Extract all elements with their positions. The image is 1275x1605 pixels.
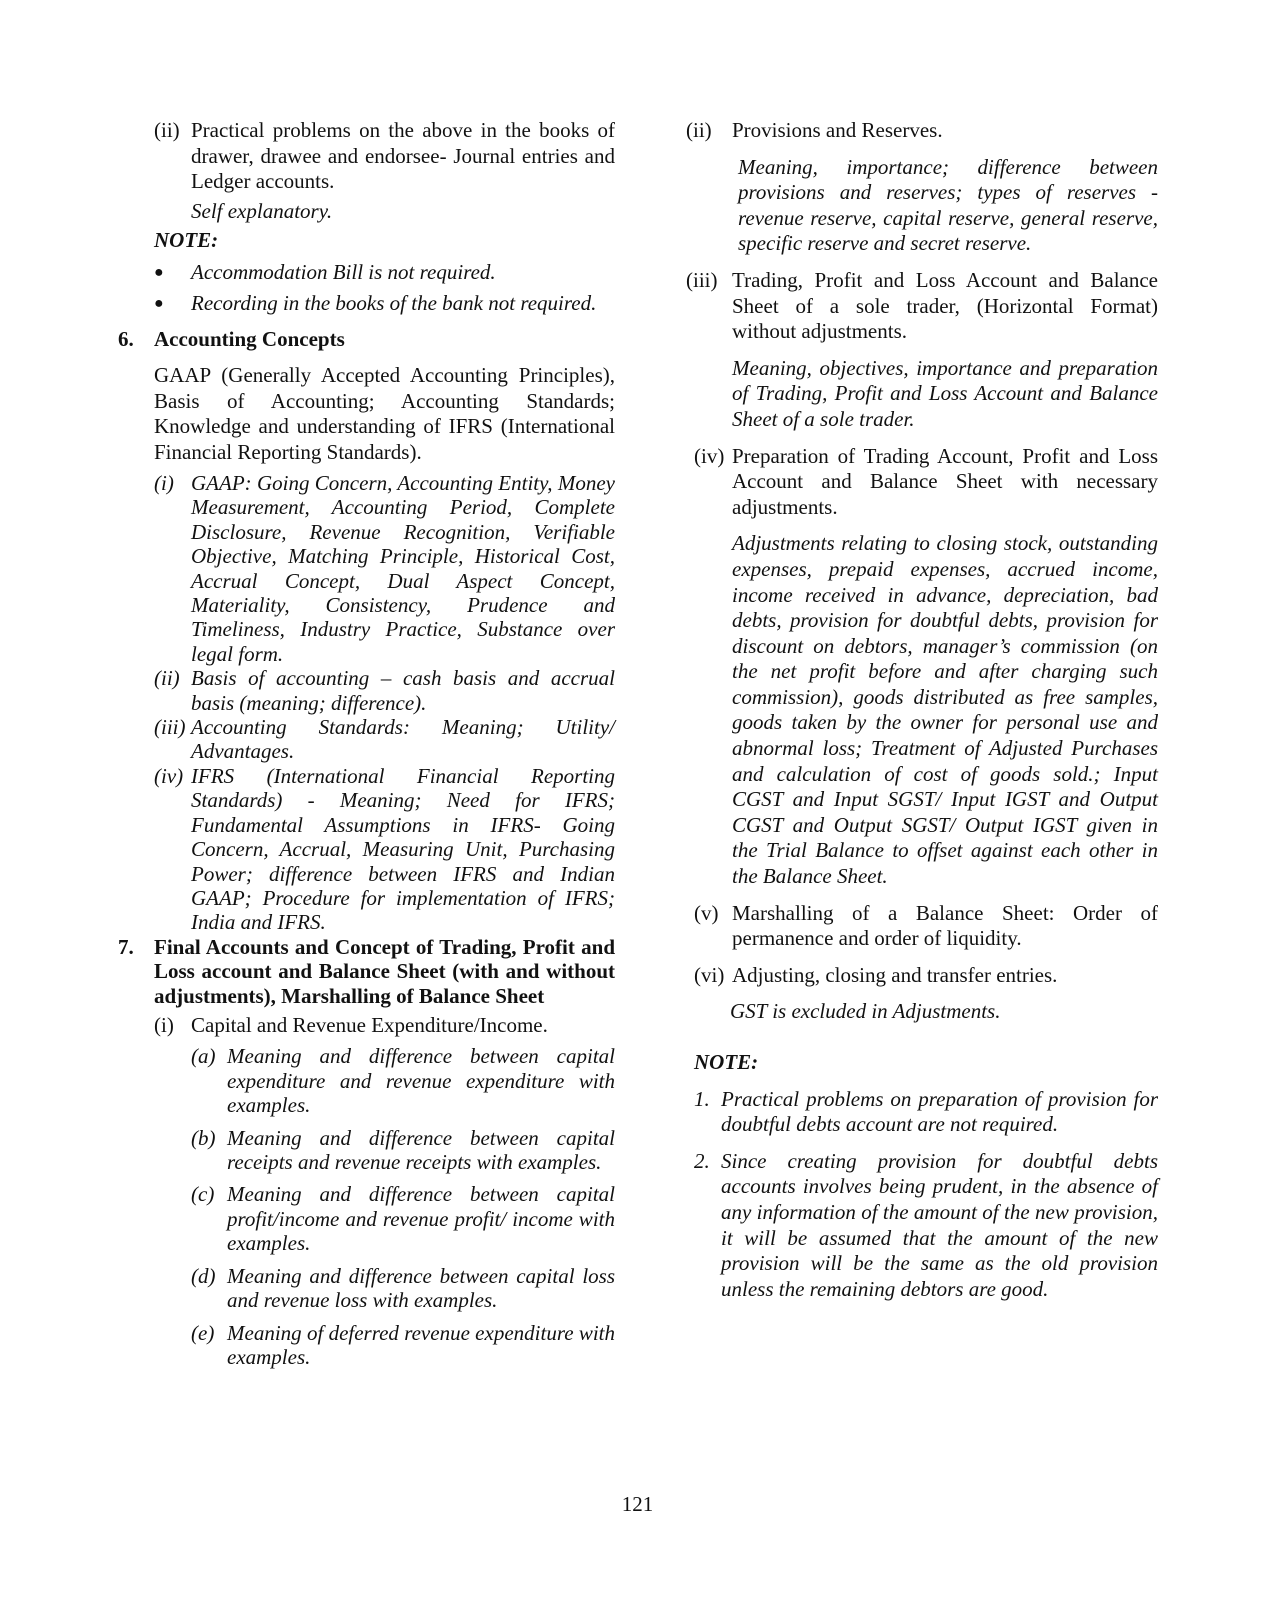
list-item bbox=[191, 1321, 615, 1370]
item-text: Capital and Revenue Expenditure/Income. bbox=[191, 1012, 548, 1037]
item-text: Marshalling of a Balance Sheet: Order of permanence and order of liquidity. bbox=[732, 900, 1158, 951]
item-label: (ii) bbox=[154, 666, 180, 691]
list-item bbox=[191, 1264, 615, 1313]
section-7-item-i bbox=[154, 1013, 615, 1039]
right-item-ii bbox=[686, 118, 1158, 144]
provisions-description: Meaning, importance; difference between provisions and reserves; types of reserves - revenue reserve, capital reserve, general reserve, specific reserve and secret reserve. bbox=[738, 154, 1158, 256]
section-6-intro: GAAP (Generally Accepted Accounting Principles), Basis of Accounting; Accounting Standards; Knowledge and understanding of IFRS (International Financial Reporting Standards). bbox=[154, 363, 615, 464]
item-text: Practical problems on preparation of provision for doubtful debts account are not required. bbox=[721, 1086, 1158, 1137]
bullet-icon: ● bbox=[154, 263, 164, 281]
right-item-iv bbox=[694, 444, 1158, 521]
item-label: (i) bbox=[154, 471, 174, 495]
item-label: (d) bbox=[191, 1263, 216, 1288]
section-6-heading bbox=[118, 327, 615, 353]
bullet-text: Recording in the books of the bank not required. bbox=[191, 291, 597, 315]
self-explanatory: Self explanatory. bbox=[191, 198, 333, 223]
page-number: 121 bbox=[621, 1492, 654, 1516]
note-heading: NOTE: bbox=[694, 1050, 759, 1074]
item-text: Since creating provision for doubtful debts accounts involves being prudent, in the absence of any information of the amount of the new provision, it will be assumed that the amount of the new provision will be the same as the old provision unless the remaining debtors are good. bbox=[721, 1148, 1158, 1301]
section-title: Accounting Concepts bbox=[154, 326, 345, 351]
item-text: Practical problems on the above in the books of drawer, drawee and endorsee- Journal entries and Ledger accounts. bbox=[191, 118, 615, 193]
item-label: (ii) bbox=[686, 118, 712, 142]
section-number: 7. bbox=[118, 934, 134, 959]
item-text: Trading, Profit and Loss Account and Balance Sheet of a sole trader, (Horizontal Format) without adjustments. bbox=[732, 267, 1158, 344]
trading-description: Meaning, objectives, importance and preparation of Trading, Profit and Loss Account and Balance Sheet of a sole trader. bbox=[732, 355, 1158, 431]
bullet-item bbox=[154, 291, 615, 317]
item-text: IFRS (International Financial Reporting Standards) - Meaning; Need for IFRS; Fundamental Assumptions in IFRS- Going Concern, Accrual, Measuring Unit, Purchasing Power; difference between IFRS and Indian GAAP; Procedure for implementation of IFRS; India and IFRS. bbox=[191, 763, 615, 935]
item-label: (iii) bbox=[154, 715, 186, 740]
section-6-list bbox=[154, 471, 615, 935]
item-label: (iii) bbox=[686, 267, 718, 292]
right-item-vi bbox=[694, 963, 1158, 989]
item-label: 2. bbox=[694, 1148, 710, 1173]
list-item bbox=[154, 764, 615, 935]
item-text: Meaning and difference between capital profit/income and revenue profit/ income with examples. bbox=[227, 1182, 615, 1256]
note-item bbox=[694, 1149, 1158, 1303]
adjustments-description: Adjustments relating to closing stock, outstanding expenses, prepaid expenses, accrued income, income received in advance, depreciation, bad debts, provision for doubtful debts, provision for discount on debtors, manager’s commission (on the net profit before and after charging such commission), goods distributed as free samples, goods taken by the owner for personal use and abnormal loss; Treatment of Adjusted Purchases and calculation of cost of goods sold.; Input CGST and Input SGST/ Input IGST and Output CGST and Output SGST/ Output IGST given in the Trial Balance to offset against each other in the Balance Sheet. bbox=[732, 531, 1158, 889]
item-text: Provisions and Reserves. bbox=[732, 118, 943, 142]
section-number: 6. bbox=[118, 326, 134, 351]
item-text: Basis of accounting – cash basis and accrual basis (meaning; difference). bbox=[191, 666, 615, 715]
left-item-ii bbox=[154, 118, 615, 195]
right-column bbox=[686, 118, 1158, 1302]
item-text: Meaning and difference between capital expenditure and revenue expenditure with examples. bbox=[227, 1044, 615, 1118]
note-item bbox=[694, 1087, 1158, 1138]
item-text: Meaning and difference between capital receipts and revenue receipts with examples. bbox=[227, 1125, 615, 1175]
item-label: (e) bbox=[191, 1320, 215, 1345]
item-label: (c) bbox=[191, 1182, 215, 1207]
right-item-iii bbox=[686, 268, 1158, 345]
item-label: (ii) bbox=[154, 118, 180, 142]
item-label: (b) bbox=[191, 1125, 216, 1150]
item-text: Meaning of deferred revenue expenditure with examples. bbox=[227, 1320, 615, 1369]
section-title: Final Accounts and Concept of Trading, Profit and Loss account and Balance Sheet (with and without adjustments), Marshalling of Balance Sheet bbox=[154, 934, 615, 1008]
left-column bbox=[118, 118, 615, 1369]
item-text: Adjusting, closing and transfer entries. bbox=[732, 962, 1058, 987]
item-label: (iv) bbox=[694, 443, 725, 468]
item-text: Accounting Standards: Meaning; Utility/ Advantages. bbox=[191, 715, 615, 764]
list-item bbox=[191, 1126, 615, 1175]
list-item bbox=[191, 1182, 615, 1255]
list-item bbox=[154, 471, 615, 666]
item-text: Preparation of Trading Account, Profit and Loss Account and Balance Sheet with necessary adjustments. bbox=[732, 443, 1158, 519]
bullet-icon: ● bbox=[154, 295, 164, 312]
bullet-item bbox=[154, 260, 615, 286]
note-heading: NOTE: bbox=[154, 228, 219, 252]
list-item bbox=[154, 666, 615, 715]
item-label: (iv) bbox=[154, 763, 184, 788]
item-text: GAAP: Going Concern, Accounting Entity, Money Measurement, Accounting Period, Complete Disclosure, Revenue Recognition, Verifiable Objective, Matching Principle, Historical Cost, Accrual Concept, Dual Aspect Concept, Materiality, Consistency, Prudence and Timeliness, Industry Practice, Substance over legal form. bbox=[191, 471, 615, 666]
item-label: (v) bbox=[694, 900, 719, 925]
list-item bbox=[191, 1044, 615, 1117]
bullet-text: Accommodation Bill is not required. bbox=[191, 259, 496, 284]
item-label: (i) bbox=[154, 1012, 174, 1037]
gst-note: GST is excluded in Adjustments. bbox=[730, 999, 1001, 1024]
list-item bbox=[154, 715, 615, 764]
item-label: (vi) bbox=[694, 962, 725, 987]
item-label: (a) bbox=[191, 1044, 216, 1069]
section-7-sublist bbox=[191, 1044, 615, 1369]
right-item-v bbox=[694, 901, 1158, 952]
item-label: 1. bbox=[694, 1086, 710, 1111]
item-text: Meaning and difference between capital loss and revenue loss with examples. bbox=[227, 1263, 615, 1313]
section-7-heading bbox=[118, 935, 615, 1008]
